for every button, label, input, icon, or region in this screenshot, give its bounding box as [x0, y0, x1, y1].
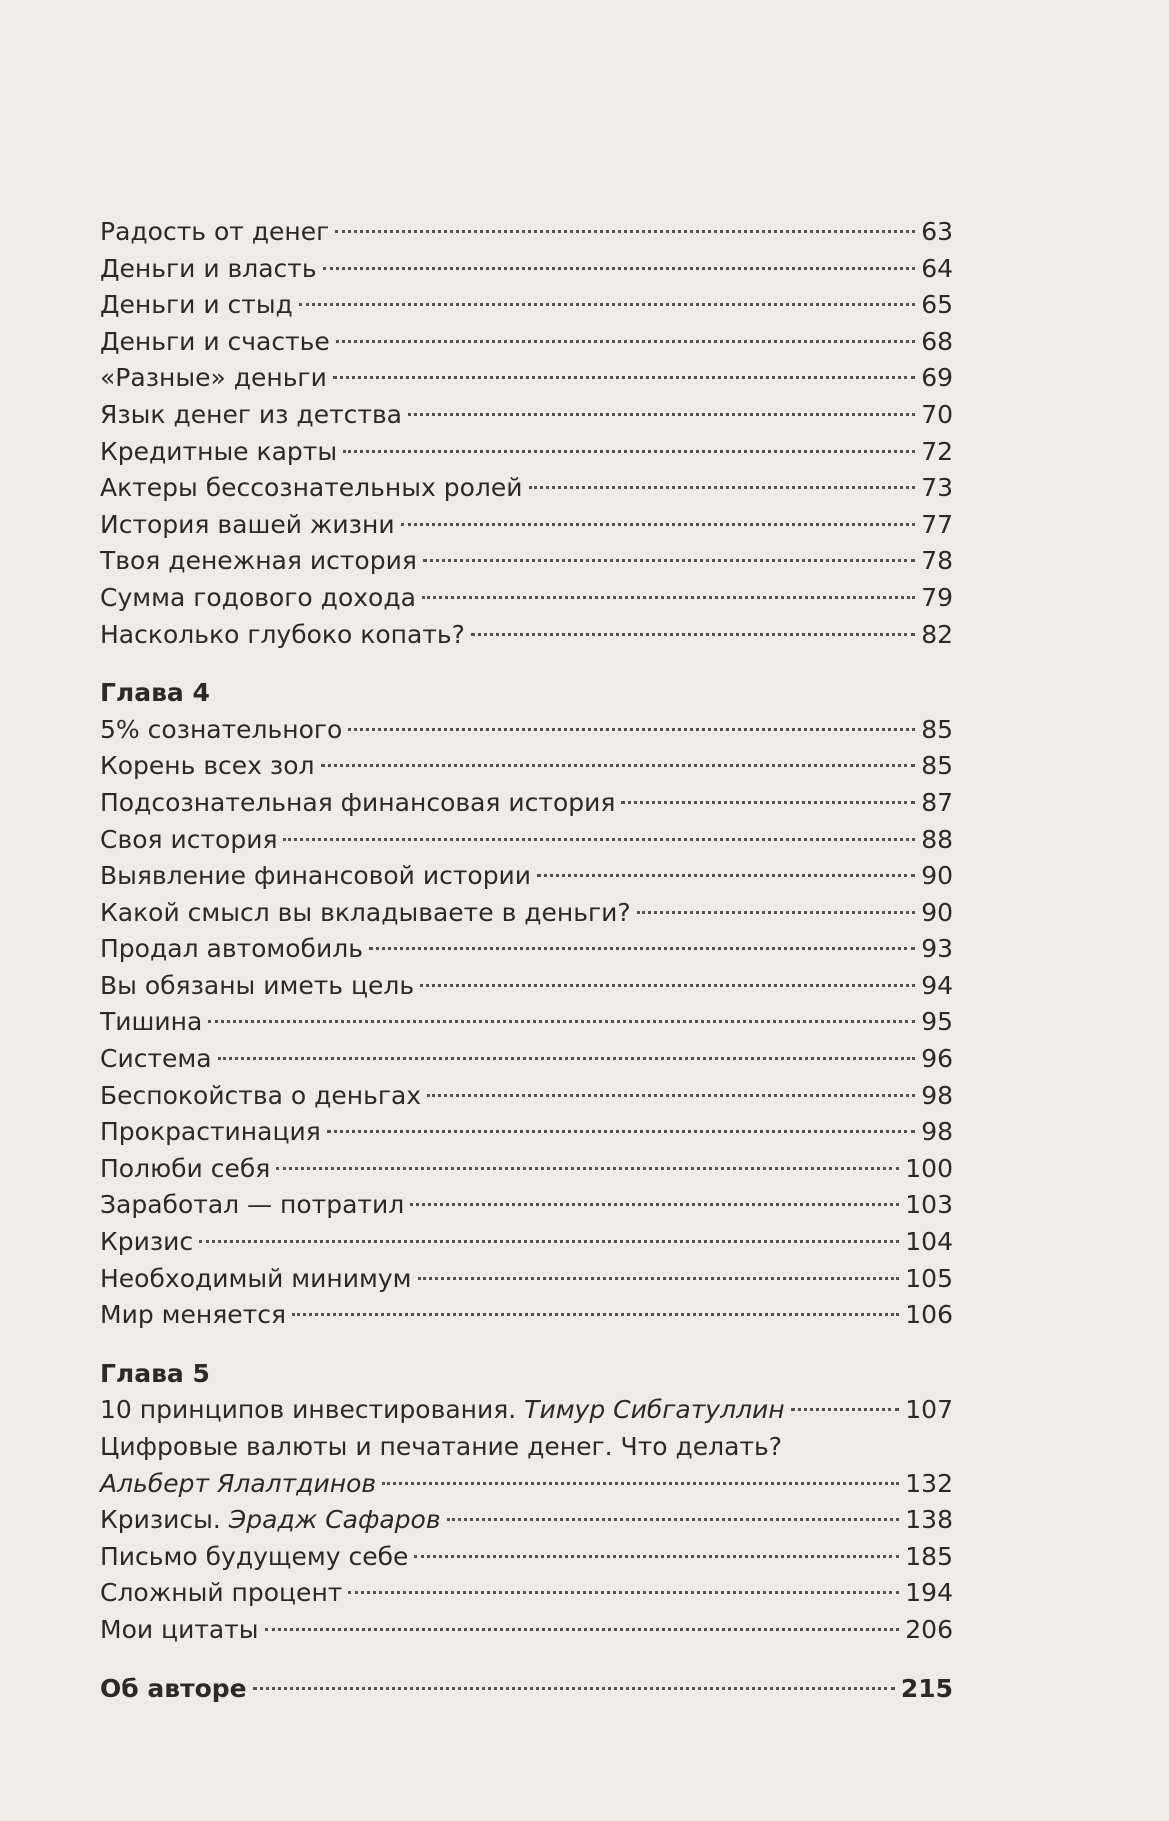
toc-entry-title: Продал автомобиль: [100, 934, 363, 964]
toc-entry-page: 72: [921, 436, 953, 466]
toc-entry: [100, 214, 953, 251]
toc-entry-page: 105: [905, 1263, 953, 1293]
dot-leader: [537, 874, 915, 877]
toc-entry-page: 104: [905, 1227, 953, 1257]
toc-entry: [100, 1502, 953, 1539]
toc-entry-title: Деньги и стыд: [100, 290, 293, 320]
toc-entry-title: Язык денег из детства: [100, 399, 403, 429]
toc-entry-title: Необходимый минимум: [100, 1263, 412, 1293]
toc-entry-title: «Разные» деньги: [100, 363, 327, 393]
toc-entry-title: Письмо будущему себе: [100, 1541, 409, 1571]
dot-leader: [637, 911, 916, 914]
dot-leader: [283, 838, 915, 841]
toc-entry-page: 87: [921, 787, 953, 817]
toc-entry-title: Вы обязаны иметь цель: [100, 970, 415, 1000]
toc-entry: [100, 1114, 953, 1151]
toc-entry-page: 65: [921, 290, 953, 320]
toc-entry: [100, 1187, 953, 1224]
dot-leader: [299, 303, 915, 306]
toc-entry-page: 79: [921, 582, 953, 612]
toc-entry-title: Радость от денег: [100, 217, 330, 246]
dot-leader: [348, 728, 915, 731]
toc-entry-title: Об авторе: [100, 1673, 247, 1703]
toc-entry: [100, 360, 953, 397]
toc-entry: [100, 1539, 953, 1576]
toc-entry: [100, 1612, 953, 1649]
chapter-4-heading: Глава 4: [100, 678, 210, 708]
toc-entry-title: Полюби себя: [100, 1153, 271, 1183]
toc-section-chapter-5: [100, 1392, 953, 1648]
dot-leader: [335, 230, 915, 233]
dot-leader: [408, 413, 915, 416]
dot-leader: [447, 1518, 900, 1521]
toc-entry-page: 77: [921, 509, 953, 539]
toc-entry-title-line: Цифровые валюты и печатание денег. Что делать?: [100, 1432, 783, 1461]
toc-entry-page: 64: [921, 253, 953, 283]
toc-entry-page: 85: [921, 751, 953, 781]
toc-entry-page: 78: [921, 546, 953, 576]
toc-entry-author: Тимур Сибгатуллин: [524, 1395, 785, 1425]
toc-entry: [100, 712, 953, 749]
toc-entry: [100, 287, 953, 324]
dot-leader: [333, 376, 915, 379]
toc-entry-page: 68: [921, 326, 953, 356]
toc-entry-page: 96: [921, 1044, 953, 1074]
toc-entry: [100, 895, 953, 932]
toc-entry-author: Эрадж Сафаров: [228, 1505, 441, 1535]
toc-entry-title: Своя история: [100, 824, 278, 854]
dot-leader: [422, 596, 915, 599]
toc-entry-title: 10 принципов инвестирования. Тимур Сибгатуллин: [100, 1395, 785, 1425]
toc-entry-page: 73: [921, 473, 953, 503]
toc-entry-title: Сумма годового дохода: [100, 582, 416, 612]
toc-entry-page: 100: [905, 1153, 953, 1183]
toc-entry-title: Подсознательная финансовая история: [100, 787, 616, 817]
toc-entry-page: 69: [921, 363, 953, 393]
dot-leader: [369, 947, 915, 950]
dot-leader: [423, 559, 915, 562]
toc-entry-page: 93: [921, 934, 953, 964]
dot-leader: [208, 1020, 915, 1023]
toc-entry-title: Выявление финансовой истории: [100, 861, 532, 891]
dot-leader: [427, 1094, 915, 1097]
toc-entry-page: 98: [921, 1117, 953, 1147]
toc-entry: [100, 397, 953, 434]
dot-leader: [199, 1240, 899, 1243]
toc-entry-page: 107: [905, 1395, 953, 1425]
toc-entry-page: 185: [905, 1541, 953, 1571]
dot-leader: [343, 450, 915, 453]
toc-entry-page: 106: [905, 1300, 953, 1330]
dot-leader: [414, 1555, 899, 1558]
dot-leader: [529, 486, 916, 489]
dot-leader: [471, 633, 915, 636]
table-of-contents: [100, 214, 953, 1707]
toc-entry-title: Кризисы. Эрадж Сафаров: [100, 1505, 441, 1535]
toc-entry: [100, 1261, 953, 1298]
toc-entry-title: Система: [100, 1044, 212, 1074]
toc-entry: [100, 1575, 953, 1612]
toc-entry-page: 95: [921, 1007, 953, 1037]
toc-section-chapter-3-continued: [100, 214, 953, 653]
toc-entry-page: 132: [905, 1468, 953, 1498]
toc-entry-page: 138: [905, 1505, 953, 1535]
toc-entry-page: 194: [905, 1578, 953, 1608]
toc-entry: [100, 785, 953, 822]
toc-entry-page: 88: [921, 824, 953, 854]
toc-entry-title: Тишина: [100, 1007, 203, 1037]
toc-entry-page: 98: [921, 1080, 953, 1110]
dot-leader: [348, 1591, 899, 1594]
toc-entry: [100, 822, 953, 859]
dot-leader: [323, 267, 916, 270]
dot-leader: [401, 523, 916, 526]
toc-entry: [100, 470, 953, 507]
toc-entry: [100, 1151, 953, 1188]
dot-leader: [382, 1482, 899, 1485]
toc-entry-title: Мир меняется: [100, 1300, 286, 1330]
dot-leader: [265, 1628, 900, 1631]
toc-entry-page: 94: [921, 970, 953, 1000]
toc-entry: [100, 251, 953, 288]
toc-entry: [100, 434, 953, 471]
dot-leader: [292, 1313, 899, 1316]
toc-entry: [100, 543, 953, 580]
toc-entry-author: Альберт Ялалтдинов: [100, 1468, 377, 1498]
toc-entry-title: Сложный процент: [100, 1578, 343, 1608]
toc-entry-page: 82: [921, 619, 953, 649]
toc-entry-title: Деньги и власть: [100, 253, 317, 283]
toc-entry: [100, 1466, 953, 1503]
toc-entry-title: Беспокойства о деньгах: [100, 1080, 422, 1110]
toc-entry-page: 215: [900, 1673, 953, 1703]
toc-entry-title: Актеры бессознательных ролей: [100, 473, 523, 503]
toc-entry: [100, 617, 953, 654]
toc-entry: [100, 1004, 953, 1041]
toc-entry-title: Деньги и счастье: [100, 326, 330, 356]
toc-section-chapter-4: [100, 712, 953, 1334]
toc-entry-page: 85: [921, 714, 953, 744]
toc-entry-title: Заработал — потратил: [100, 1190, 405, 1220]
toc-entry: [100, 1392, 953, 1429]
toc-entry: [100, 1224, 953, 1261]
dot-leader: [276, 1167, 899, 1170]
toc-entry: [100, 858, 953, 895]
toc-entry-title: 5% сознательного: [100, 714, 343, 744]
dot-leader: [218, 1057, 916, 1060]
toc-entry: [100, 1297, 953, 1334]
toc-entry: [100, 580, 953, 617]
toc-entry: [100, 324, 953, 361]
dot-leader: [420, 984, 915, 987]
toc-entry: [100, 968, 953, 1005]
toc-entry-page: 90: [921, 861, 953, 891]
toc-entry-title: Корень всех зол: [100, 751, 315, 781]
toc-entry: [100, 1078, 953, 1115]
dot-leader: [336, 340, 915, 343]
toc-entry-page: 206: [905, 1614, 953, 1644]
toc-entry: [100, 1041, 953, 1078]
toc-entry-title: Мои цитаты: [100, 1614, 259, 1644]
toc-entry: [100, 507, 953, 544]
toc-entry: [100, 748, 953, 785]
toc-entry-title: Какой смысл вы вкладываете в деньги?: [100, 897, 631, 927]
toc-entry-title: Кредитные карты: [100, 436, 338, 466]
toc-entry-title: Твоя денежная история: [100, 546, 417, 576]
dot-leader: [791, 1408, 900, 1411]
dot-leader: [327, 1130, 915, 1133]
toc-entry: [100, 931, 953, 968]
toc-entry-title: История вашей жизни: [100, 509, 395, 539]
toc-entry-title: Кризис: [100, 1227, 194, 1257]
dot-leader: [418, 1277, 900, 1280]
dot-leader: [410, 1203, 899, 1206]
toc-entry-title: Насколько глубоко копать?: [100, 619, 465, 649]
toc-entry-page: 70: [921, 399, 953, 429]
chapter-5-heading: Глава 5: [100, 1358, 210, 1388]
toc-entry-about-author: [100, 1671, 953, 1708]
dot-leader: [321, 764, 916, 767]
toc-entry-page: 90: [921, 897, 953, 927]
toc-entry-page: 103: [905, 1190, 953, 1220]
toc-entry-title: Прокрастинация: [100, 1117, 321, 1147]
toc-entry-title: [100, 1466, 376, 1503]
dot-leader: [253, 1687, 895, 1690]
dot-leader: [621, 801, 915, 804]
toc-entry-page: 63: [921, 217, 953, 246]
